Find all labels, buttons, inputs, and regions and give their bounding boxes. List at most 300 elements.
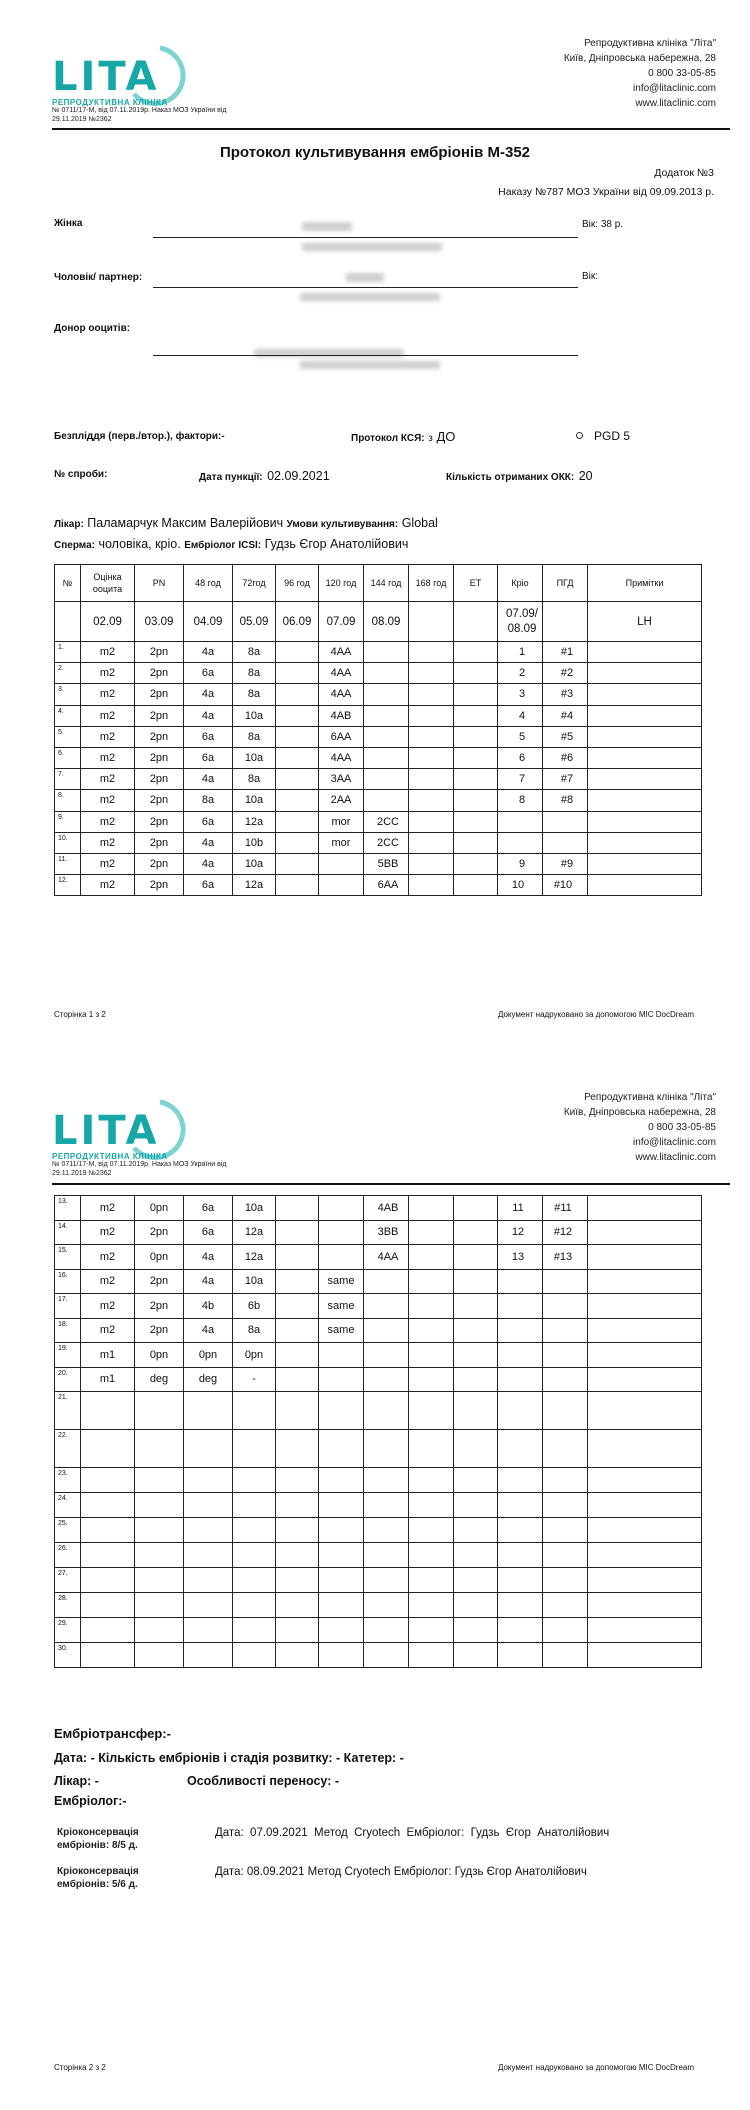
cell-h48: 4a: [184, 832, 233, 853]
transfer-doctor: Лікар: -: [54, 1774, 99, 1788]
cell-pn: [135, 1468, 184, 1493]
cell-et: [454, 1568, 498, 1593]
cell-cryo: [498, 1643, 543, 1668]
date-notes: LH: [588, 602, 702, 642]
cell-h168: [409, 663, 454, 684]
cell-et: [454, 726, 498, 747]
cell-h120: 4AA: [319, 642, 364, 663]
cell-pgd: [543, 1430, 588, 1468]
cell-h96: [276, 875, 319, 896]
cell-pgd: #1: [543, 642, 588, 663]
cell-notes: [588, 705, 702, 726]
cell-h48: [184, 1430, 233, 1468]
cell-h96: [276, 1568, 319, 1593]
partner-line: [153, 287, 578, 288]
cell-pgd: #12: [543, 1220, 588, 1245]
cell-no: 29.: [55, 1618, 81, 1643]
cell-no: 6.: [55, 747, 81, 768]
clinic-email[interactable]: info@litaclinic.com: [633, 1137, 716, 1148]
cell-h72: [233, 1430, 276, 1468]
cell-h72: -: [233, 1367, 276, 1392]
sperm-value: чоловіка, кріо.: [98, 537, 181, 551]
table-row: [55, 1294, 702, 1319]
cell-et: [454, 1269, 498, 1294]
redacted-info: [300, 293, 440, 301]
cell-cryo: [498, 811, 543, 832]
cell-pn: 2pn: [135, 811, 184, 832]
cell-cryo: 3: [498, 684, 543, 705]
cell-oocyte: m2: [81, 1318, 135, 1343]
redacted-name: [302, 222, 352, 231]
cell-h144: [364, 1468, 409, 1493]
cell-notes: [588, 1367, 702, 1392]
cell-pgd: [543, 1518, 588, 1543]
table-row: [55, 1593, 702, 1618]
cult-value: Global: [401, 516, 438, 530]
cell-cryo: 9: [498, 853, 543, 874]
table-row: [55, 747, 702, 768]
cell-no: 1.: [55, 642, 81, 663]
cell-h48: 4a: [184, 684, 233, 705]
cell-h144: 2CC: [364, 811, 409, 832]
table-row: [55, 875, 702, 896]
cell-no: 15.: [55, 1245, 81, 1270]
cell-h96: [276, 642, 319, 663]
pgd-bullet-icon: [576, 432, 583, 439]
cell-notes: [588, 1196, 702, 1221]
cell-cryo: [498, 1294, 543, 1319]
table-row: [55, 684, 702, 705]
cell-cryo: [498, 1618, 543, 1643]
date-h168: [409, 602, 454, 642]
cell-notes: [588, 769, 702, 790]
cell-no: 21.: [55, 1392, 81, 1430]
cell-pn: [135, 1543, 184, 1568]
cell-notes: [588, 853, 702, 874]
cell-oocyte: [81, 1430, 135, 1468]
cell-et: [454, 747, 498, 768]
cell-h72: 10a: [233, 747, 276, 768]
order-ref: Наказу №787 МОЗ України від 09.09.2013 р.: [498, 186, 714, 198]
cell-h168: [409, 1269, 454, 1294]
doctor-label: Лікар:: [54, 519, 84, 530]
cell-cryo: [498, 1543, 543, 1568]
header-h72: 72год: [233, 565, 276, 602]
cell-pgd: [543, 1568, 588, 1593]
cell-h96: [276, 1196, 319, 1221]
cell-oocyte: m2: [81, 832, 135, 853]
cell-h48: [184, 1568, 233, 1593]
okk-value: 20: [578, 469, 593, 483]
cell-h48: [184, 1518, 233, 1543]
cell-et: [454, 1294, 498, 1319]
date-h48: 04.09: [184, 602, 233, 642]
table-row: [55, 1269, 702, 1294]
protocol-value: ДО: [436, 429, 456, 444]
cell-h144: [364, 1643, 409, 1668]
cell-pn: 2pn: [135, 726, 184, 747]
cell-cryo: [498, 1468, 543, 1493]
cell-notes: [588, 790, 702, 811]
cell-notes: [588, 1318, 702, 1343]
cell-cryo: [498, 832, 543, 853]
cell-h72: 8a: [233, 663, 276, 684]
cell-h144: [364, 1618, 409, 1643]
cell-no: 3.: [55, 684, 81, 705]
cell-et: [454, 811, 498, 832]
doc-title: Протокол культивування ембріонів М-352: [219, 144, 531, 161]
cell-notes: [588, 1543, 702, 1568]
cell-notes: [588, 1220, 702, 1245]
cell-h120: same: [319, 1294, 364, 1319]
cell-oocyte: m2: [81, 1269, 135, 1294]
cell-et: [454, 1392, 498, 1430]
cell-no: 10.: [55, 832, 81, 853]
donor-label: Донор ооцитів:: [54, 323, 131, 334]
cell-h120: [319, 1343, 364, 1368]
transfer-details: Дата: - Кількість ембріонів і стадія розвитку: - Катетер: -: [54, 1751, 404, 1765]
table-row: [55, 1618, 702, 1643]
cell-no: 4.: [55, 705, 81, 726]
cell-h144: [364, 726, 409, 747]
cell-h168: [409, 1367, 454, 1392]
cell-h48: 4a: [184, 1318, 233, 1343]
header-h120: 120 год: [319, 565, 364, 602]
cell-h72: 8a: [233, 684, 276, 705]
cell-pn: 2pn: [135, 642, 184, 663]
clinic-logo: [52, 1090, 192, 1160]
logo-subtitle: РЕПРОДУКТИВНА КЛІНІКА: [52, 1152, 168, 1161]
woman-age: Вік: 38 р.: [582, 219, 624, 230]
cell-h168: [409, 705, 454, 726]
header-h144: 144 год: [364, 565, 409, 602]
table-row: [55, 1643, 702, 1668]
cell-et: [454, 1318, 498, 1343]
cell-h48: 6a: [184, 1220, 233, 1245]
transfer-title: Ембріотрансфер:-: [54, 1726, 171, 1741]
cell-h96: [276, 811, 319, 832]
cell-notes: [588, 642, 702, 663]
cell-et: [454, 705, 498, 726]
cell-h48: [184, 1468, 233, 1493]
cell-oocyte: m2: [81, 726, 135, 747]
cell-h120: [319, 1593, 364, 1618]
table-row: [55, 1245, 702, 1270]
cryo-label-2: [57, 1865, 139, 1891]
license-line-1: № 0711/17-М, від 07.11.2019р. Наказ МОЗ України від: [52, 107, 227, 114]
transfer-embryologist: Ембріолог:-: [54, 1794, 127, 1808]
cell-h48: 4a: [184, 705, 233, 726]
protocol-block: [351, 429, 455, 444]
cell-et: [454, 853, 498, 874]
cell-no: 8.: [55, 790, 81, 811]
cell-oocyte: [81, 1468, 135, 1493]
cell-et: [454, 1618, 498, 1643]
cell-h168: [409, 832, 454, 853]
cell-oocyte: m2: [81, 663, 135, 684]
cell-h96: [276, 1392, 319, 1430]
cell-oocyte: m2: [81, 684, 135, 705]
cell-h72: 10a: [233, 790, 276, 811]
cell-h96: [276, 1468, 319, 1493]
cryo-label-line: ембріонів: 5/6 д.: [57, 1879, 138, 1890]
cell-no: 22.: [55, 1430, 81, 1468]
cell-oocyte: [81, 1493, 135, 1518]
table-row: [55, 769, 702, 790]
table-row: [55, 811, 702, 832]
cell-h168: [409, 853, 454, 874]
cell-no: 9.: [55, 811, 81, 832]
donor-line: [153, 355, 578, 356]
cell-pgd: [543, 1392, 588, 1430]
clinic-name: Репродуктивна клініка "Літа": [584, 38, 716, 49]
clinic-site[interactable]: www.litaclinic.com: [635, 98, 716, 109]
cell-et: [454, 1593, 498, 1618]
cell-h144: [364, 1518, 409, 1543]
cell-h120: [319, 1618, 364, 1643]
cell-pgd: [543, 1543, 588, 1568]
cell-h120: [319, 1468, 364, 1493]
cell-cryo: [498, 1318, 543, 1343]
table-row: [55, 1468, 702, 1493]
cell-h120: [319, 1543, 364, 1568]
cell-et: [454, 1343, 498, 1368]
cell-oocyte: [81, 1643, 135, 1668]
cell-oocyte: [81, 1543, 135, 1568]
cell-h120: [319, 1245, 364, 1270]
cell-h144: 2CC: [364, 832, 409, 853]
cell-pgd: #8: [543, 790, 588, 811]
cell-h144: [364, 1568, 409, 1593]
cell-h120: [319, 1568, 364, 1593]
date-cryo: 07.09/ 08.09: [498, 602, 543, 642]
cell-h120: 4AA: [319, 684, 364, 705]
cell-h96: [276, 1643, 319, 1668]
cell-h120: [319, 1196, 364, 1221]
cell-h168: [409, 875, 454, 896]
cell-pgd: [543, 1643, 588, 1668]
cell-h72: [233, 1392, 276, 1430]
cell-h72: 12a: [233, 811, 276, 832]
cell-cryo: 4: [498, 705, 543, 726]
cell-cryo: [498, 1269, 543, 1294]
cell-no: 23.: [55, 1468, 81, 1493]
cell-pn: 2pn: [135, 1318, 184, 1343]
cell-h48: 6a: [184, 1196, 233, 1221]
clinic-email[interactable]: info@litaclinic.com: [633, 83, 716, 94]
cell-h144: [364, 790, 409, 811]
cell-cryo: 13: [498, 1245, 543, 1270]
protocol-prefix: з: [428, 433, 433, 444]
cell-h48: 4a: [184, 853, 233, 874]
cell-oocyte: [81, 1618, 135, 1643]
cell-pgd: #11: [543, 1196, 588, 1221]
cell-notes: [588, 811, 702, 832]
cell-h48: 4a: [184, 1245, 233, 1270]
cell-no: 13.: [55, 1196, 81, 1221]
cell-h144: 4AB: [364, 1196, 409, 1221]
cell-h144: [364, 1543, 409, 1568]
cell-h168: [409, 684, 454, 705]
cell-h72: 8a: [233, 769, 276, 790]
cell-et: [454, 790, 498, 811]
cell-pgd: [543, 811, 588, 832]
cell-notes: [588, 1269, 702, 1294]
date-h144: 08.09: [364, 602, 409, 642]
cell-pn: [135, 1493, 184, 1518]
cell-h120: 4AA: [319, 747, 364, 768]
table-row: [55, 1367, 702, 1392]
cell-h144: [364, 1318, 409, 1343]
cell-notes: [588, 832, 702, 853]
cell-pgd: #5: [543, 726, 588, 747]
cell-oocyte: m1: [81, 1367, 135, 1392]
cell-h96: [276, 1318, 319, 1343]
cell-pn: 2pn: [135, 747, 184, 768]
cell-notes: [588, 663, 702, 684]
cell-notes: [588, 684, 702, 705]
cell-h120: 4AA: [319, 663, 364, 684]
cell-pgd: [543, 1593, 588, 1618]
cell-h48: [184, 1643, 233, 1668]
cell-h72: 8a: [233, 642, 276, 663]
cell-h168: [409, 1518, 454, 1543]
cell-h96: [276, 705, 319, 726]
cell-h120: [319, 1493, 364, 1518]
cell-h144: [364, 747, 409, 768]
cell-notes: [588, 1643, 702, 1668]
redacted-name: [346, 273, 384, 282]
cell-pgd: [543, 1493, 588, 1518]
table-row: [55, 853, 702, 874]
cell-h72: 10a: [233, 705, 276, 726]
cell-h144: [364, 1367, 409, 1392]
date-no: [55, 602, 81, 642]
logo-wordmark: LITA: [52, 54, 160, 100]
cell-h48: [184, 1593, 233, 1618]
cell-pn: 2pn: [135, 1220, 184, 1245]
cell-h72: [233, 1543, 276, 1568]
cell-h120: mor: [319, 832, 364, 853]
date-h120: 07.09: [319, 602, 364, 642]
cell-h72: 6b: [233, 1294, 276, 1319]
cell-pgd: [543, 832, 588, 853]
cell-no: 25.: [55, 1518, 81, 1543]
cult-label: Умови культивування:: [286, 519, 399, 530]
date-pgd: [543, 602, 588, 642]
cell-et: [454, 1643, 498, 1668]
clinic-logo: [52, 36, 192, 106]
cell-h72: 12a: [233, 875, 276, 896]
cell-h144: 6AA: [364, 875, 409, 896]
cell-h96: [276, 1543, 319, 1568]
cell-pn: 0pn: [135, 1343, 184, 1368]
cell-pn: [135, 1568, 184, 1593]
puncture-value: 02.09.2021: [267, 469, 330, 483]
cell-h144: [364, 642, 409, 663]
doctor-line: [54, 516, 438, 530]
cell-et: [454, 1518, 498, 1543]
table-row: [55, 1392, 702, 1430]
cell-h168: [409, 747, 454, 768]
cell-h120: [319, 1430, 364, 1468]
cell-h168: [409, 1343, 454, 1368]
cell-oocyte: m2: [81, 1196, 135, 1221]
cell-pgd: [543, 1269, 588, 1294]
cell-h96: [276, 790, 319, 811]
cell-h72: [233, 1618, 276, 1643]
clinic-address: Київ, Дніпровська набережна, 28: [563, 1107, 716, 1118]
cell-no: 24.: [55, 1493, 81, 1518]
infertility-label: Безпліддя (перв./втор.), фактори:-: [54, 431, 225, 442]
partner-age: Вік:: [582, 271, 599, 282]
culture-table-page2: [54, 1195, 702, 1668]
table-row: [55, 1220, 702, 1245]
clinic-site[interactable]: www.litaclinic.com: [635, 1152, 716, 1163]
cell-pn: 2pn: [135, 790, 184, 811]
cell-et: [454, 832, 498, 853]
cell-no: 19.: [55, 1343, 81, 1368]
date-oocyte: 02.09: [81, 602, 135, 642]
cell-et: [454, 1220, 498, 1245]
cell-h96: [276, 853, 319, 874]
pgd-value: PGD 5: [594, 429, 631, 443]
header-oocyte: Оцінка ооцита: [81, 565, 135, 602]
cell-h168: [409, 1196, 454, 1221]
cell-notes: [588, 1294, 702, 1319]
cell-oocyte: m2: [81, 875, 135, 896]
cell-pn: 2pn: [135, 705, 184, 726]
clinic-phone: 0 800 33-05-85: [648, 68, 716, 79]
cell-h96: [276, 769, 319, 790]
cell-notes: [588, 1568, 702, 1593]
cell-notes: [588, 1392, 702, 1430]
table-row: [55, 1196, 702, 1221]
cell-pgd: #13: [543, 1245, 588, 1270]
cell-oocyte: m2: [81, 853, 135, 874]
cell-pn: 2pn: [135, 769, 184, 790]
page2-number: Сторінка 2 з 2: [54, 2063, 106, 2072]
cell-notes: [588, 1343, 702, 1368]
cell-h48: [184, 1493, 233, 1518]
cell-h96: [276, 832, 319, 853]
header-h96: 96 год: [276, 565, 319, 602]
cryo-label-line: Кріоконсервація: [57, 1827, 139, 1838]
license-block: [52, 1160, 226, 1178]
cell-oocyte: [81, 1568, 135, 1593]
cell-cryo: 1: [498, 642, 543, 663]
okk-label: Кількість отриманих ОКК:: [446, 472, 575, 483]
date-et: [454, 602, 498, 642]
cell-h72: 10a: [233, 1196, 276, 1221]
cell-pgd: [543, 1367, 588, 1392]
cell-cryo: 8: [498, 790, 543, 811]
date-h96: 06.09: [276, 602, 319, 642]
cell-pgd: #4: [543, 705, 588, 726]
cell-h72: [233, 1643, 276, 1668]
cell-h96: [276, 1269, 319, 1294]
redacted-info: [300, 361, 440, 369]
cell-h144: [364, 684, 409, 705]
clinic-phone: 0 800 33-05-85: [648, 1122, 716, 1133]
cell-no: 20.: [55, 1367, 81, 1392]
cell-h96: [276, 1367, 319, 1392]
header-rule: [52, 128, 730, 130]
cell-h168: [409, 1392, 454, 1430]
cell-pgd: [543, 1294, 588, 1319]
cell-h168: [409, 1468, 454, 1493]
cell-h144: [364, 1430, 409, 1468]
